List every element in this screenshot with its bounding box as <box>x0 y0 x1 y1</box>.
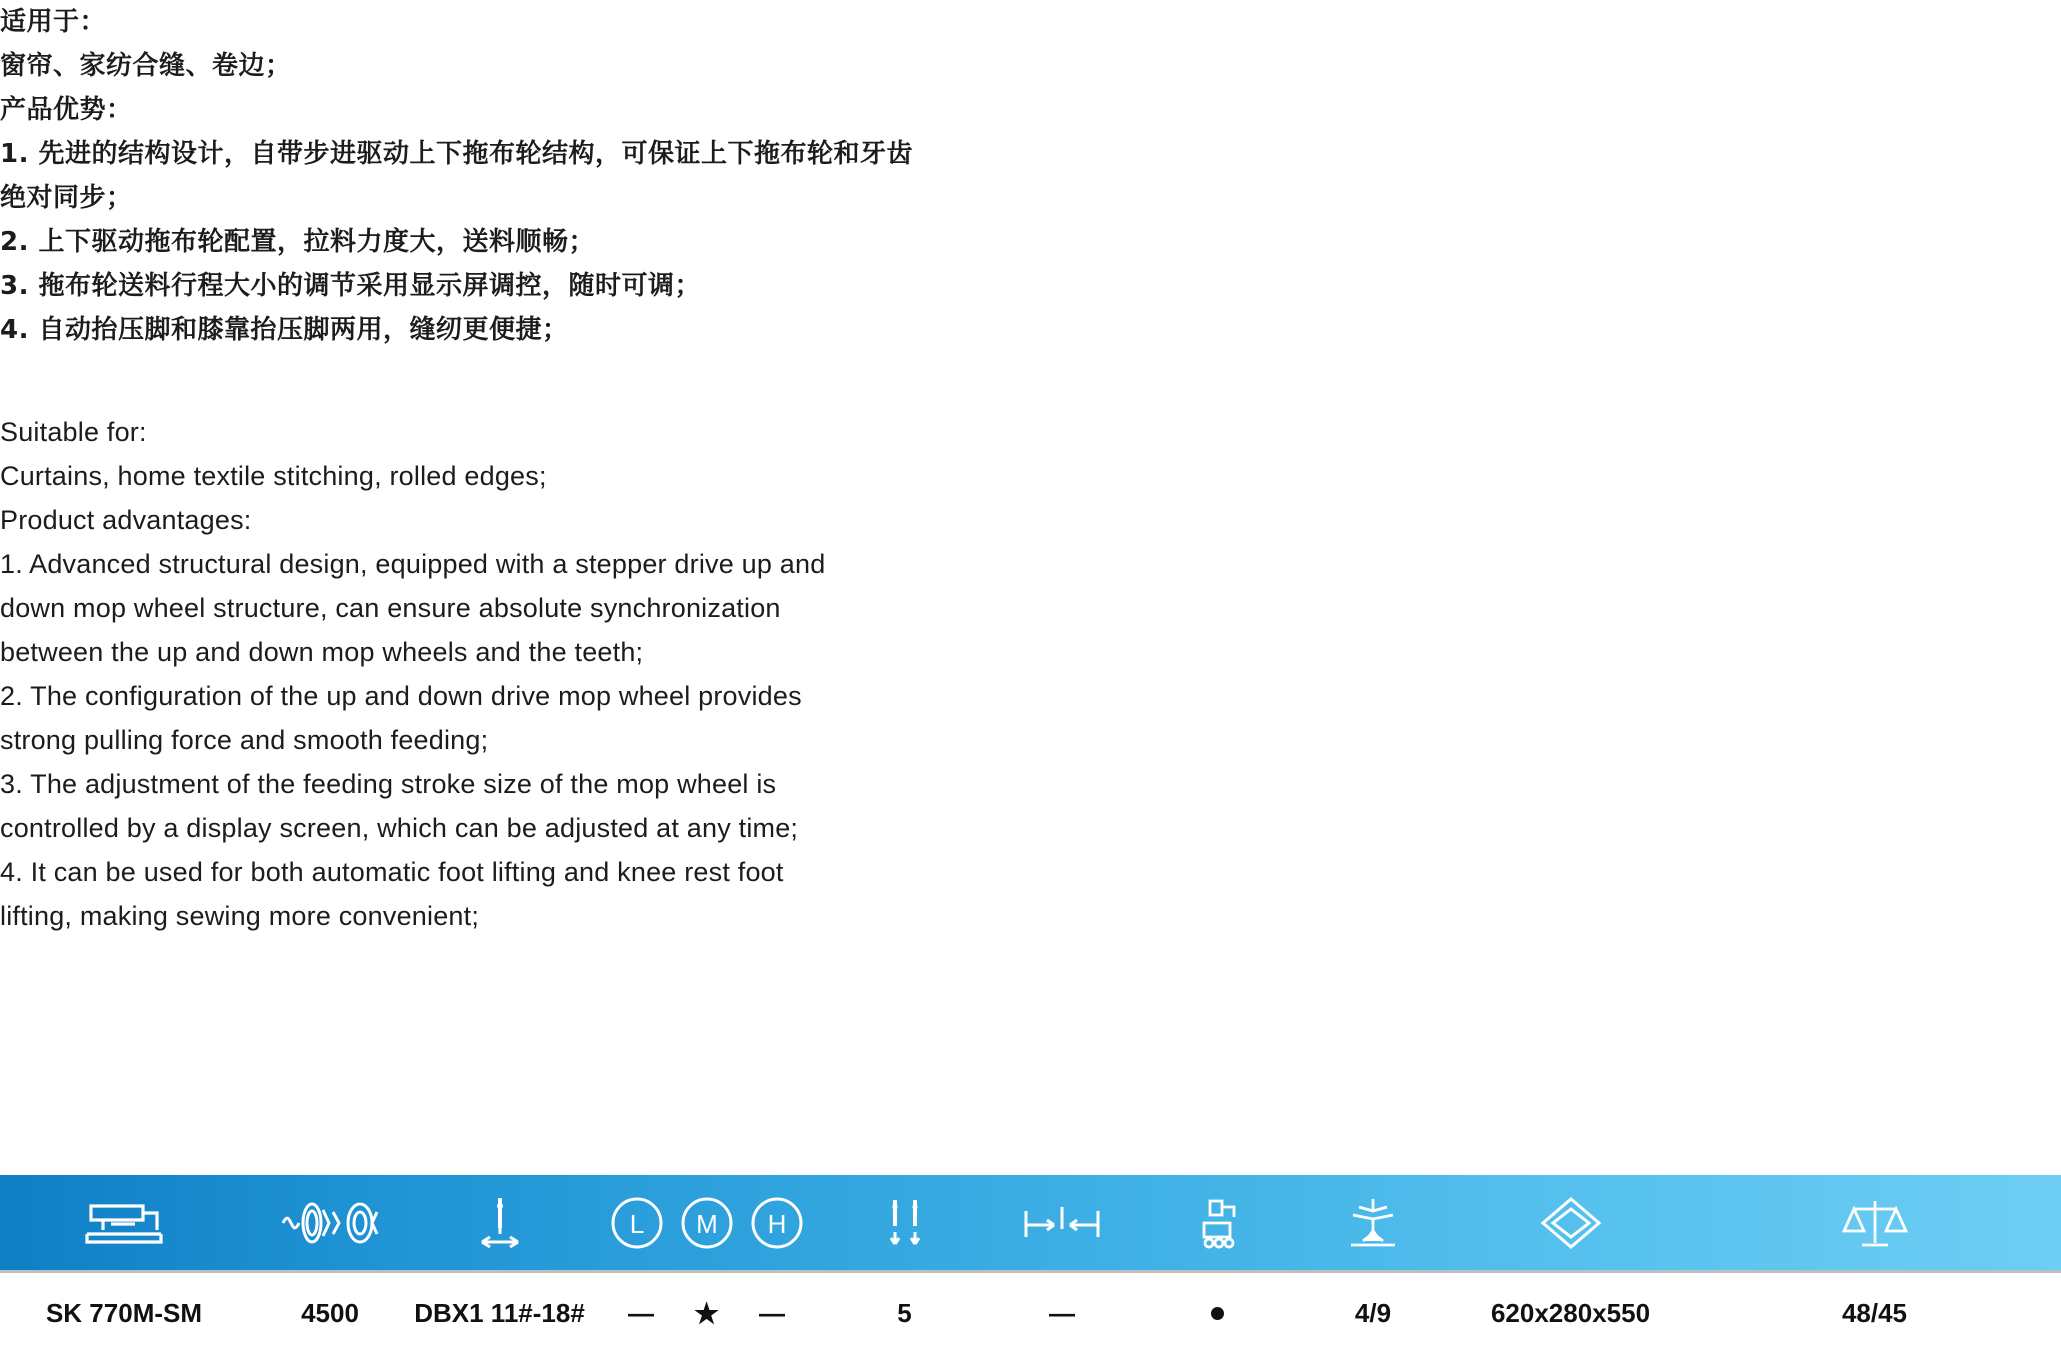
description-line-cn-0: 适用于： <box>0 7 107 37</box>
spec-value-model: SK 770M-SM <box>45 1298 203 1328</box>
description-line-cn-2: 产品优势： <box>0 95 133 125</box>
description-line-en-4: down mop wheel structure, can ensure absolute synchronization <box>0 593 781 623</box>
presser-foot-lift-icon <box>1293 1175 1453 1270</box>
description-line-en-6: 2. The configuration of the up and down drive mop wheel provides <box>0 681 802 711</box>
description-line-cn-7: 4. 自动抬压脚和膝靠抬压脚两用，缝纫更便捷； <box>0 315 569 345</box>
oil-lubrication-icon <box>1141 1175 1293 1270</box>
fabric-label-h: H <box>767 1208 786 1239</box>
lubrication-dot-icon <box>1211 1307 1224 1320</box>
spec-values-row <box>0 1273 2061 1354</box>
description-line-cn-6: 3. 拖布轮送料行程大小的调节采用显示屏调控，随时可调； <box>0 271 702 301</box>
fabric-label-l: L <box>629 1208 644 1239</box>
spec-icon-bar <box>0 1175 2061 1270</box>
spec-value-presser-lift: 4/9 <box>1354 1298 1392 1328</box>
description-line-en-9: controlled by a display screen, which can be adjusted at any time; <box>0 813 799 843</box>
description-line-en-11: lifting, making sewing more convenient; <box>0 901 480 931</box>
spec-value-fabric-h: — <box>759 1298 786 1328</box>
description-line-cn-4: 绝对同步； <box>0 183 133 213</box>
spec-value-speed: 4500 <box>301 1298 359 1328</box>
description-line-en-1: Curtains, home textile stitching, rolled edges; <box>0 461 547 491</box>
description-line-en-3: 1. Advanced structural design, equipped with a stepper drive up and <box>0 549 826 579</box>
paragraph-spacer <box>0 352 1400 410</box>
description-line-cn-1: 窗帘、家纺合缝、卷边； <box>0 51 292 81</box>
fabric-label-m: M <box>695 1208 718 1239</box>
needle-count-icon <box>826 1175 983 1270</box>
description-line-cn-3: 1. 先进的结构设计，自带步进驱动上下拖布轮结构，可保证上下拖布轮和牙齿 <box>0 139 914 169</box>
weight-scale-icon <box>1688 1175 2061 1270</box>
product-description-block <box>0 0 1400 938</box>
description-line-en-0: Suitable for: <box>0 417 147 447</box>
spec-value-needle-count: — <box>1049 1298 1075 1328</box>
spec-value-lubrication <box>1141 1307 1293 1320</box>
spec-value-packing-size: 620x280x550 <box>1490 1298 1651 1328</box>
fabric-weight-lmh-icon <box>587 1175 826 1270</box>
description-line-cn-5: 2. 上下驱动拖布轮配置，拉料力度大，送料顺畅； <box>0 227 596 257</box>
spec-value-fabric-group <box>587 1298 826 1329</box>
spec-value-stitch-length: 5 <box>897 1298 912 1328</box>
description-line-en-8: 3. The adjustment of the feeding stroke size of the mop wheel is <box>0 769 777 799</box>
description-line-en-2: Product advantages: <box>0 505 252 535</box>
needle-size-icon <box>412 1175 587 1270</box>
spec-value-needle: DBX1 11#-18# <box>414 1298 585 1328</box>
sewing-machine-icon <box>0 1175 248 1270</box>
packing-size-icon <box>1453 1175 1688 1270</box>
stitch-length-icon <box>983 1175 1141 1270</box>
spec-value-fabric-m: ★ <box>693 1297 720 1329</box>
description-line-en-5: between the up and down mop wheels and the teeth; <box>0 637 644 667</box>
stitch-speed-icon <box>248 1175 412 1270</box>
spec-value-weight: 48/45 <box>1841 1298 1908 1328</box>
description-line-en-7: strong pulling force and smooth feeding; <box>0 725 489 755</box>
spec-value-fabric-l: — <box>627 1298 654 1328</box>
description-line-en-10: 4. It can be used for both automatic foot lifting and knee rest foot <box>0 857 784 887</box>
